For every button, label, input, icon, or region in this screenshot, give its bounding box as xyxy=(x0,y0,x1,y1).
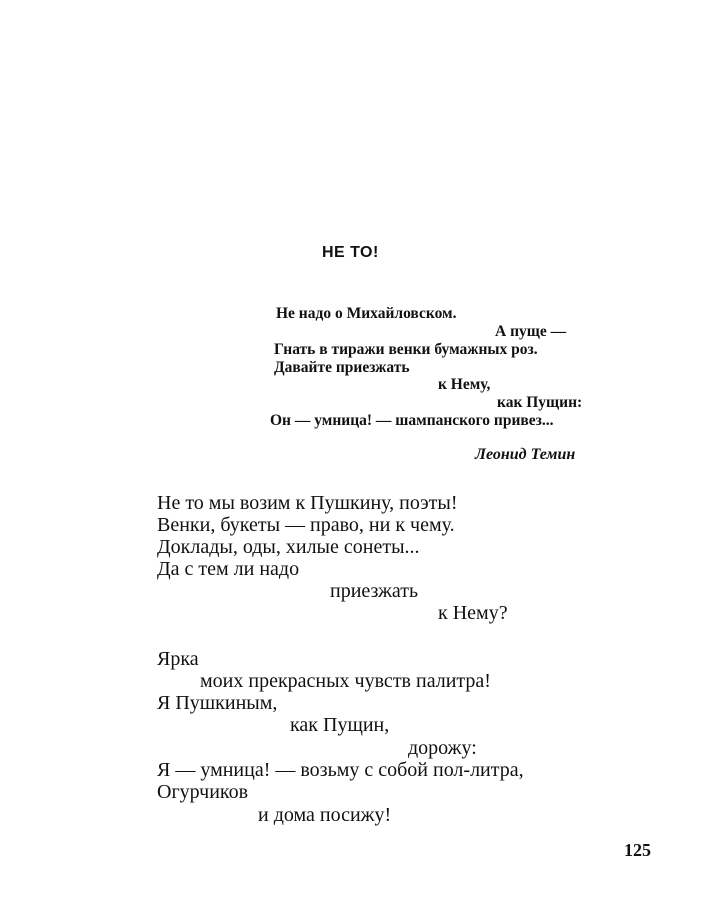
poem-line: моих прекрасных чувств палитра! xyxy=(200,670,491,692)
epigraph-line: А пуще — xyxy=(495,323,567,340)
epigraph-line: Давайте приезжать xyxy=(274,359,410,376)
poem-title: НЕ ТО! xyxy=(322,244,379,261)
epigraph-line: Гнать в тиражи венки бумажных роз. xyxy=(274,341,538,358)
poem-line: Венки, букеты — право, ни к чему. xyxy=(157,514,455,536)
epigraph-line: Не надо о Михайловском. xyxy=(276,305,457,322)
poem-line: Я Пушкиным, xyxy=(157,692,278,714)
poem-line: дорожу: xyxy=(408,737,477,759)
poem-line: и дома посижу! xyxy=(258,804,392,826)
poem-line: Я — умница! — возьму с собой пол-литра, xyxy=(157,759,524,781)
epigraph-line: Он — умница! — шампанского привез... xyxy=(270,412,554,429)
poem-line: к Нему? xyxy=(438,602,508,624)
poem-line: как Пущин, xyxy=(290,714,390,736)
poem-line: Ярка xyxy=(157,648,199,670)
page-number: 125 xyxy=(624,840,651,860)
epigraph-author: Леонид Темин xyxy=(475,446,576,463)
poem-line: Да с тем ли надо xyxy=(157,558,300,580)
poem-line: Не то мы возим к Пушкину, поэты! xyxy=(157,492,458,514)
poem-line: Огурчиков xyxy=(157,781,249,803)
poem-line: приезжать xyxy=(330,580,419,602)
epigraph-line: как Пущин: xyxy=(497,394,583,411)
epigraph-line: к Нему, xyxy=(438,376,491,393)
poem-line: Доклады, оды, хилые сонеты... xyxy=(157,536,420,558)
